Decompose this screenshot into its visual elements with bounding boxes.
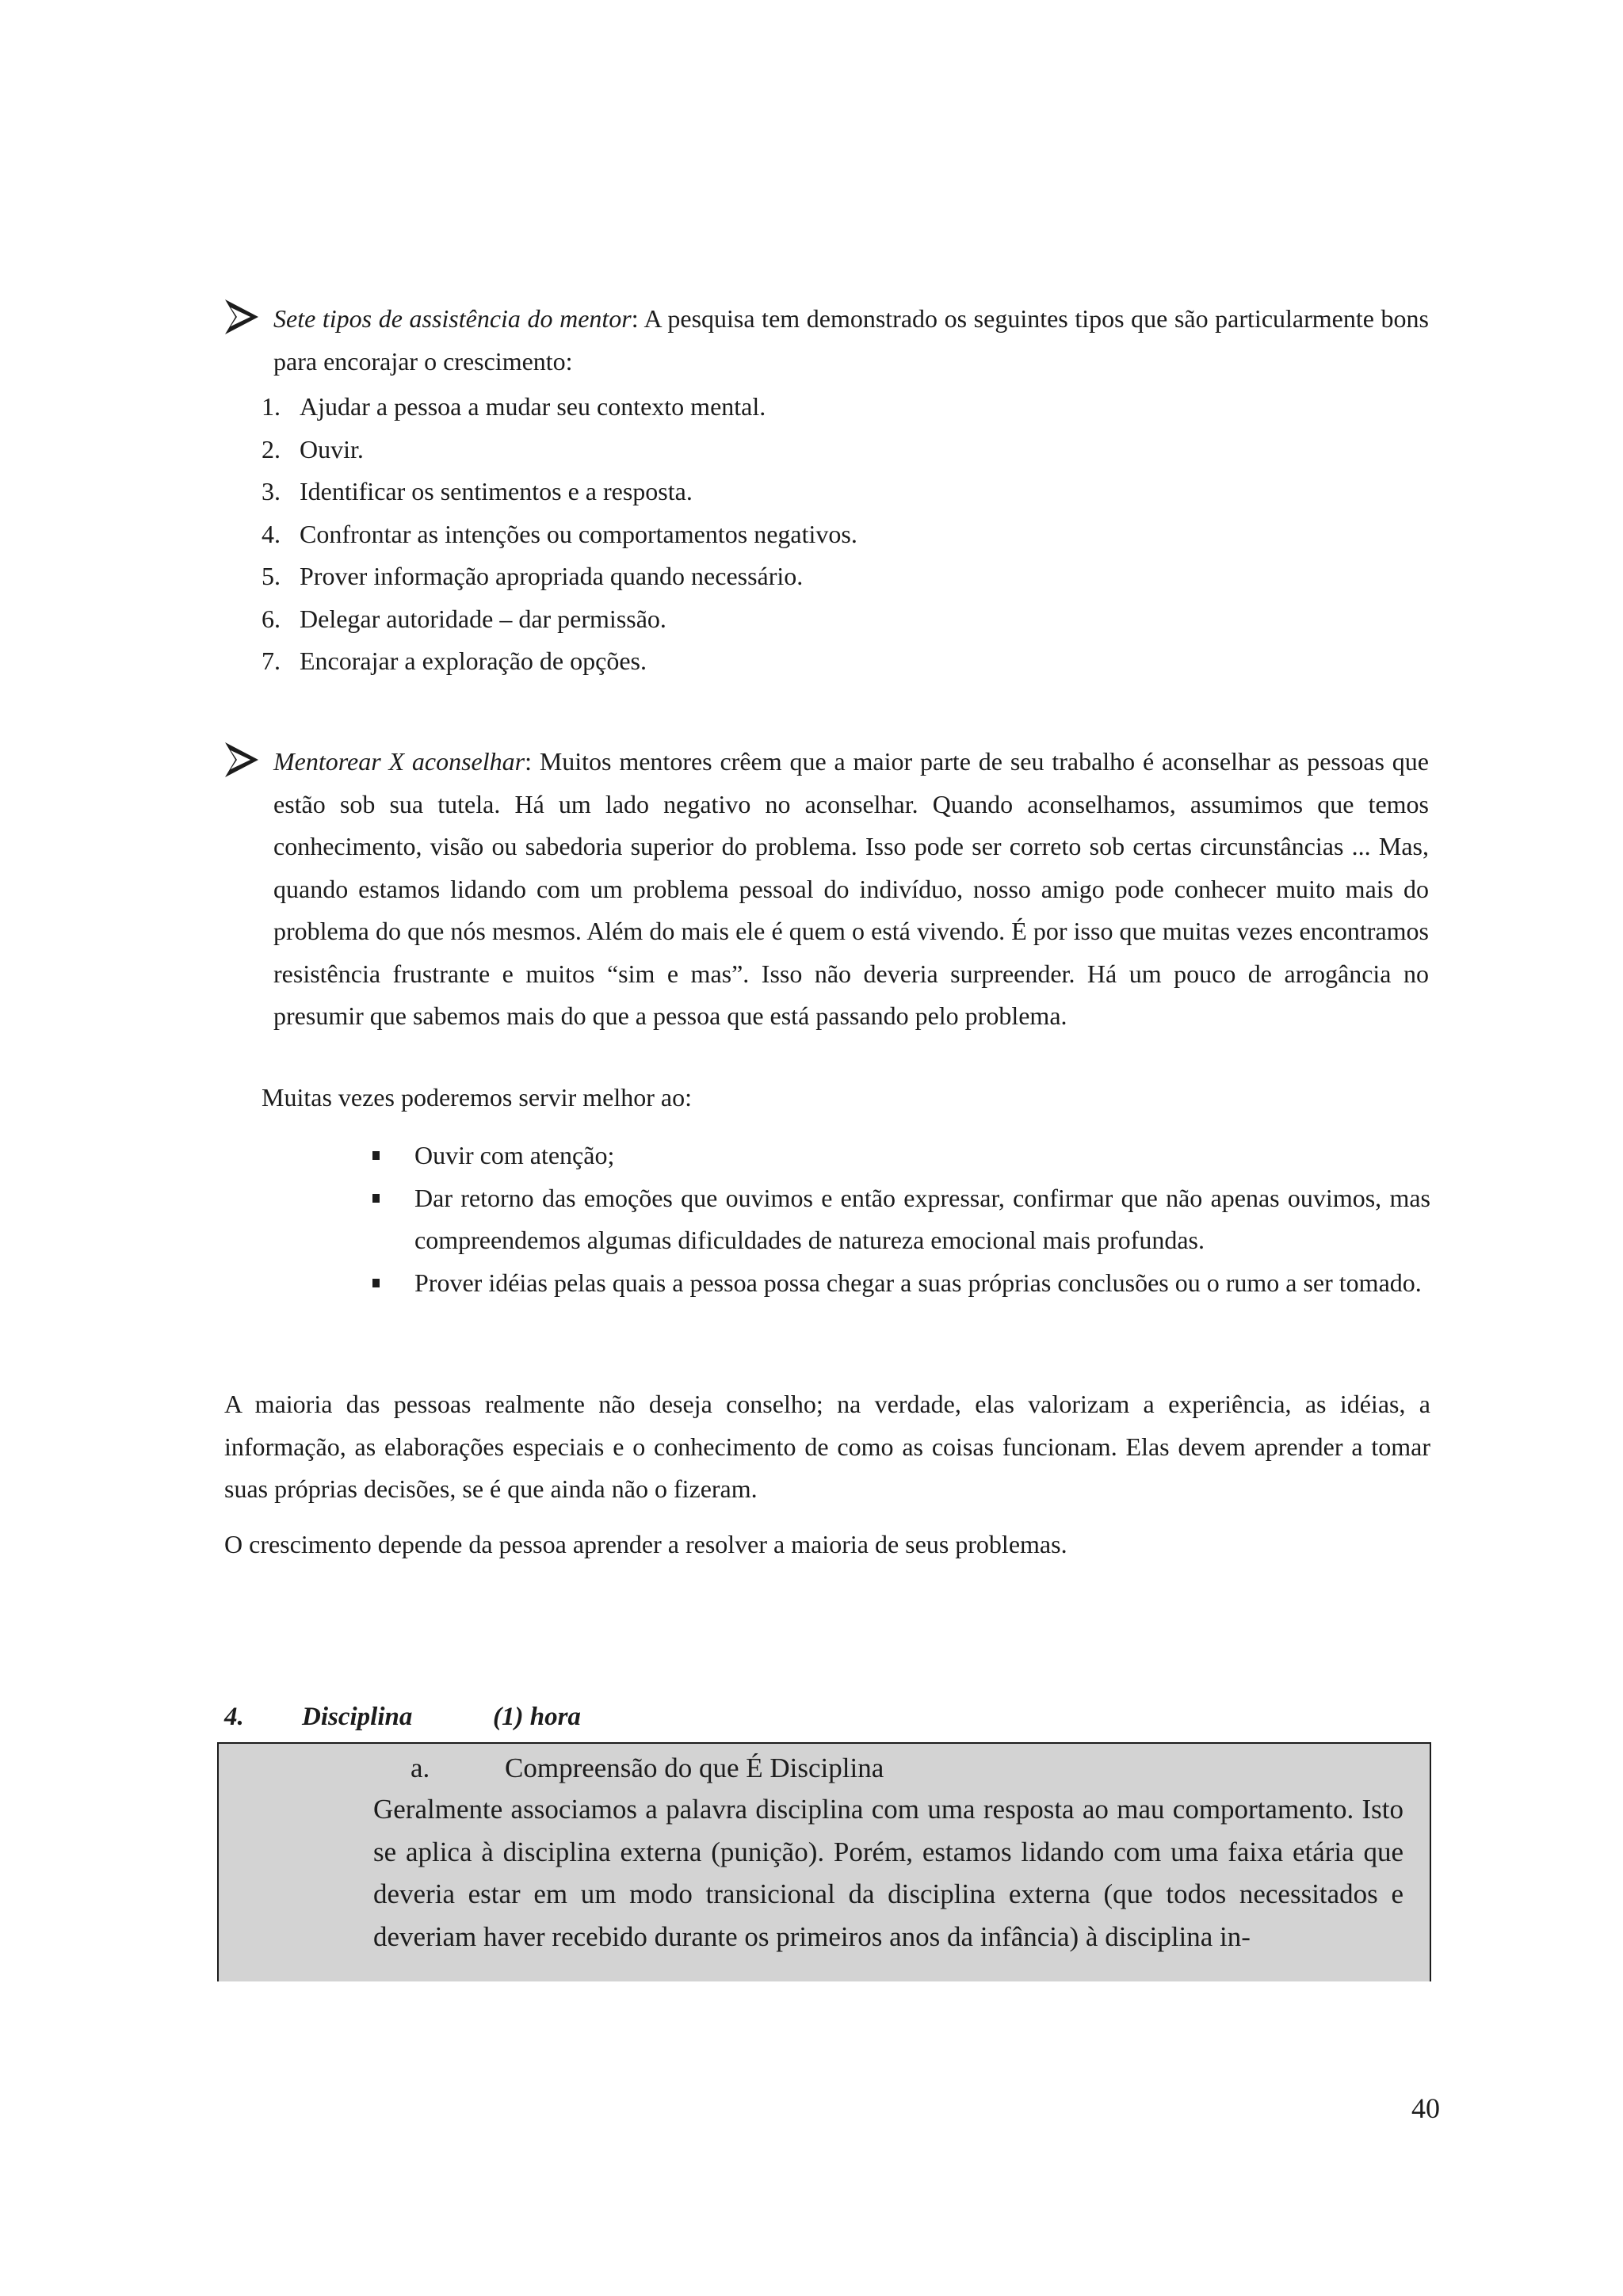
- list-item-text: Ajudar a pessoa a mudar seu contexto mental.: [300, 392, 766, 421]
- list-item-number: 3.: [262, 477, 281, 505]
- list-item-number: 1.: [262, 392, 281, 421]
- square-bullet-icon: [372, 1194, 380, 1203]
- list-item: [262, 471, 1371, 513]
- list-item-text: Delegar autoridade – dar permissão.: [300, 604, 666, 633]
- list-item-number: 6.: [262, 604, 281, 633]
- section-title: Disciplina: [302, 1703, 413, 1731]
- list-item-number: 2.: [262, 434, 281, 463]
- list-item-text: Ouvir com atenção;: [414, 1141, 615, 1169]
- list-item: [262, 598, 1371, 641]
- box-paragraph: Geralmente associamos a palavra disciplina com uma resposta ao mau comportamento. Isto se aplica à disciplina externa (punição). Porém, estamos lidando com uma faixa etária que deveria estar em um modo transicional da disciplina externa (que todos necessitados e deveriam haver recebido durante os primeiros anos da infância) à disciplina in-: [373, 1794, 1403, 1952]
- mentor-assistance-text: : A pesquisa tem demonstrado os seguintes tipos que são particularmente bons para encorajar o crescimento:: [273, 304, 1430, 376]
- mentor-vs-advise-lead: Mentorear X aconselhar: [273, 747, 525, 776]
- mentor-vs-advise-block: [224, 741, 1429, 1038]
- box-subsection-letter: a.: [411, 1753, 430, 1783]
- page-number: 40: [1411, 2092, 1440, 2124]
- square-bullet-icon: [372, 1151, 380, 1160]
- section-number: 4.: [224, 1703, 244, 1731]
- mentor-assistance-block: [224, 298, 1429, 383]
- list-item: [262, 513, 1371, 556]
- arrow-bullet-icon: [224, 741, 259, 779]
- list-item: [262, 640, 1371, 683]
- section-duration: (1) hora: [493, 1703, 581, 1731]
- mentor-assistance-list: [262, 386, 1371, 683]
- list-item-text: Prover informação apropriada quando necessário.: [300, 562, 804, 590]
- mentor-assistance-paragraph: [224, 298, 1429, 383]
- list-item: [262, 429, 1371, 471]
- list-item-number: 4.: [262, 519, 281, 548]
- list-item-text: Encorajar a exploração de opções.: [300, 646, 647, 675]
- list-item: [372, 1262, 1430, 1305]
- square-bullet-icon: [372, 1279, 380, 1287]
- mentor-vs-advise-text: : Muitos mentores crêem que a maior parte de seu trabalho é aconselhar as pessoas que estão sob sua tutela. Há um lado negativo no aconselhar. Quando aconselhamos, assumimos que temos conhecimento, visão ou sabedoria superior do problema. Isso pode ser correto sob certas circunstâncias ... Mas, quando estamos lidando com um problema pessoal do indivíduo, nosso amigo pode conhecer muito mais do problema do que nós mesmos. Além do mais ele é quem o está vivendo. É por isso que muitas vezes encontramos resistência frustrante e muitos “sim e mas”. Isso não deveria surpreender. Há um pouco de arrogância no presumir que sabemos mais do que a pessoa que está passando pelo problema.: [273, 747, 1430, 1030]
- list-item-text: Ouvir.: [300, 434, 364, 463]
- list-item-number: 7.: [262, 646, 281, 675]
- box-subsection-title: Compreensão do que É Disciplina: [505, 1753, 884, 1783]
- serve-better-list: [372, 1135, 1430, 1304]
- list-item: [372, 1177, 1430, 1262]
- list-item-text: Dar retorno das emoções que ouvimos e então expressar, confirmar que não apenas ouvimos, mas compreendemos algumas dificuldades de natureza emocional mais profundas.: [414, 1183, 1430, 1254]
- closing-paragraph-2: O crescimento depende da pessoa aprender a resolver a maioria de seus problemas.: [224, 1530, 1067, 1558]
- arrow-bullet-icon: [224, 298, 259, 336]
- list-item: [262, 555, 1371, 598]
- disciplina-box: [217, 1742, 1431, 1981]
- list-item-number: 5.: [262, 562, 281, 590]
- list-item-text: Confrontar as intenções ou comportamentos negativos.: [300, 519, 857, 548]
- list-item-text: Identificar os sentimentos e a resposta.: [300, 477, 693, 505]
- serve-better-intro: Muitas vezes poderemos servir melhor ao:: [262, 1083, 692, 1112]
- mentor-vs-advise-paragraph: [224, 741, 1429, 1038]
- mentor-assistance-lead: Sete tipos de assistência do mentor: [273, 304, 632, 333]
- closing-paragraph-1: A maioria das pessoas realmente não deseja conselho; na verdade, elas valorizam a experiência, as idéias, a informação, as elaborações especiais e o conhecimento de como as coisas funcionam. Elas devem aprender a tomar suas próprias decisões, se é que ainda não o fizeram.: [224, 1390, 1430, 1503]
- list-item-text: Prover idéias pelas quais a pessoa possa chegar a suas próprias conclusões ou o rumo a ser tomado.: [414, 1268, 1422, 1297]
- list-item: [372, 1135, 1430, 1177]
- list-item: [262, 386, 1371, 429]
